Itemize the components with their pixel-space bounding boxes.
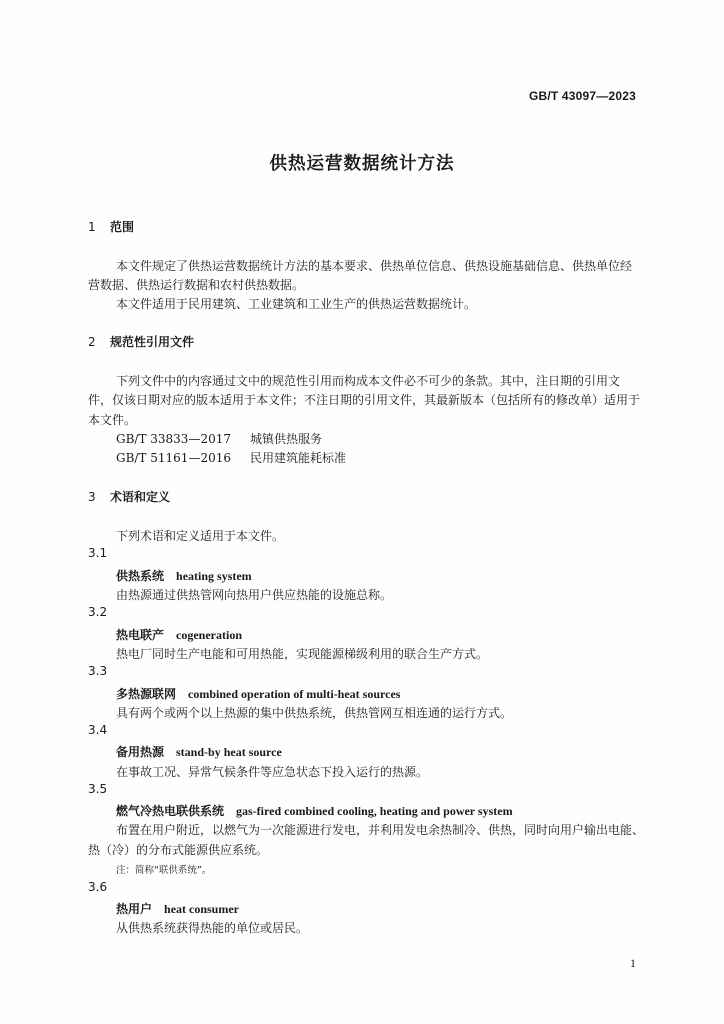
clause-number: 3.4 — [88, 723, 108, 737]
term-heading — [116, 743, 282, 760]
term-zh: 热电联产 — [116, 628, 165, 642]
reference-title: 民用建筑能耗标准 — [250, 451, 347, 465]
term-en: heating system — [176, 569, 252, 583]
section-title: 术语和定义 — [110, 490, 171, 504]
term-en: heat consumer — [164, 902, 240, 916]
paragraph-line: 件，仅该日期对应的版本适用于本文件；不注日期的引用文件，其最新版本（包括所有的修改单）适用于 — [88, 393, 641, 407]
term-en: stand-by heat source — [176, 745, 282, 759]
term-heading — [116, 567, 252, 584]
document-title: 供热运营数据统计方法 — [269, 154, 455, 174]
section-title: 范围 — [110, 220, 135, 234]
paragraph-line: 下列术语和定义适用于本文件。 — [116, 529, 285, 543]
term-definition: 热电厂同时生产电能和可用热能，实现能源梯级利用的联合生产方式。 — [116, 647, 489, 661]
term-heading — [116, 900, 239, 917]
clause-number: 3.5 — [88, 782, 108, 796]
clause-number: 3.6 — [88, 880, 108, 894]
clause-number: 3.2 — [88, 605, 108, 619]
term-heading — [116, 802, 513, 819]
section-heading-normative-references — [88, 333, 194, 350]
term-definition: 由热源通过供热管网向热用户供应热能的设施总称。 — [116, 588, 393, 602]
section-number: 1 — [88, 220, 96, 234]
term-heading — [116, 626, 242, 643]
section-number: 2 — [88, 335, 96, 349]
term-heading — [116, 685, 400, 702]
paragraph-line: 本文件规定了供热运营数据统计方法的基本要求、供热单位信息、供热设施基础信息、供热单位经 — [116, 259, 633, 273]
section-title: 规范性引用文件 — [110, 335, 195, 349]
term-note: 注：简称“联供系统”。 — [116, 865, 212, 876]
section-number: 3 — [88, 490, 96, 504]
paragraph-line: 下列文件中的内容通过文中的规范性引用而构成本文件必不可少的条款。其中，注日期的引用文 — [116, 374, 621, 388]
page-number: 1 — [630, 956, 636, 970]
term-definition: 热（冷）的分布式能源供应系统。 — [88, 843, 269, 857]
section-heading-terms — [88, 488, 170, 505]
reference-entry — [116, 448, 346, 468]
term-en: combined operation of multi-heat sources — [188, 687, 401, 701]
paragraph-line: 本文件适用于民用建筑、工业建筑和工业生产的供热运营数据统计。 — [116, 297, 477, 311]
term-zh: 供热系统 — [116, 569, 165, 583]
reference-code: GB/T 33833—2017 — [116, 432, 231, 446]
clause-number: 3.3 — [88, 664, 108, 678]
term-zh: 备用热源 — [116, 745, 165, 759]
term-zh: 燃气冷热电联供系统 — [116, 804, 225, 818]
paragraph-line: 本文件。 — [88, 413, 137, 427]
standard-number: GB/T 43097—2023 — [528, 89, 636, 103]
term-en: gas-fired combined cooling, heating and power system — [236, 804, 513, 818]
term-definition: 在事故工况、异常气候条件等应急状态下投入运行的热源。 — [116, 765, 429, 779]
term-definition: 具有两个或两个以上热源的集中供热系统，供热管网互相连通的运行方式。 — [116, 706, 513, 720]
section-heading-scope — [88, 218, 134, 235]
term-definition: 布置在用户附近，以燃气为一次能源进行发电，并利用发电余热制冷、供热，同时向用户输出电能、 — [116, 823, 645, 837]
term-zh: 多热源联网 — [116, 687, 177, 701]
clause-number: 3.1 — [88, 546, 108, 560]
paragraph-line: 营数据、供热运行数据和农村供热数据。 — [88, 278, 305, 292]
reference-code: GB/T 51161—2016 — [116, 451, 231, 465]
term-zh: 热用户 — [116, 902, 153, 916]
term-en: cogeneration — [176, 628, 242, 642]
term-definition: 从供热系统获得热能的单位或居民。 — [116, 921, 309, 935]
reference-title: 城镇供热服务 — [250, 432, 323, 446]
reference-entry — [116, 429, 322, 449]
